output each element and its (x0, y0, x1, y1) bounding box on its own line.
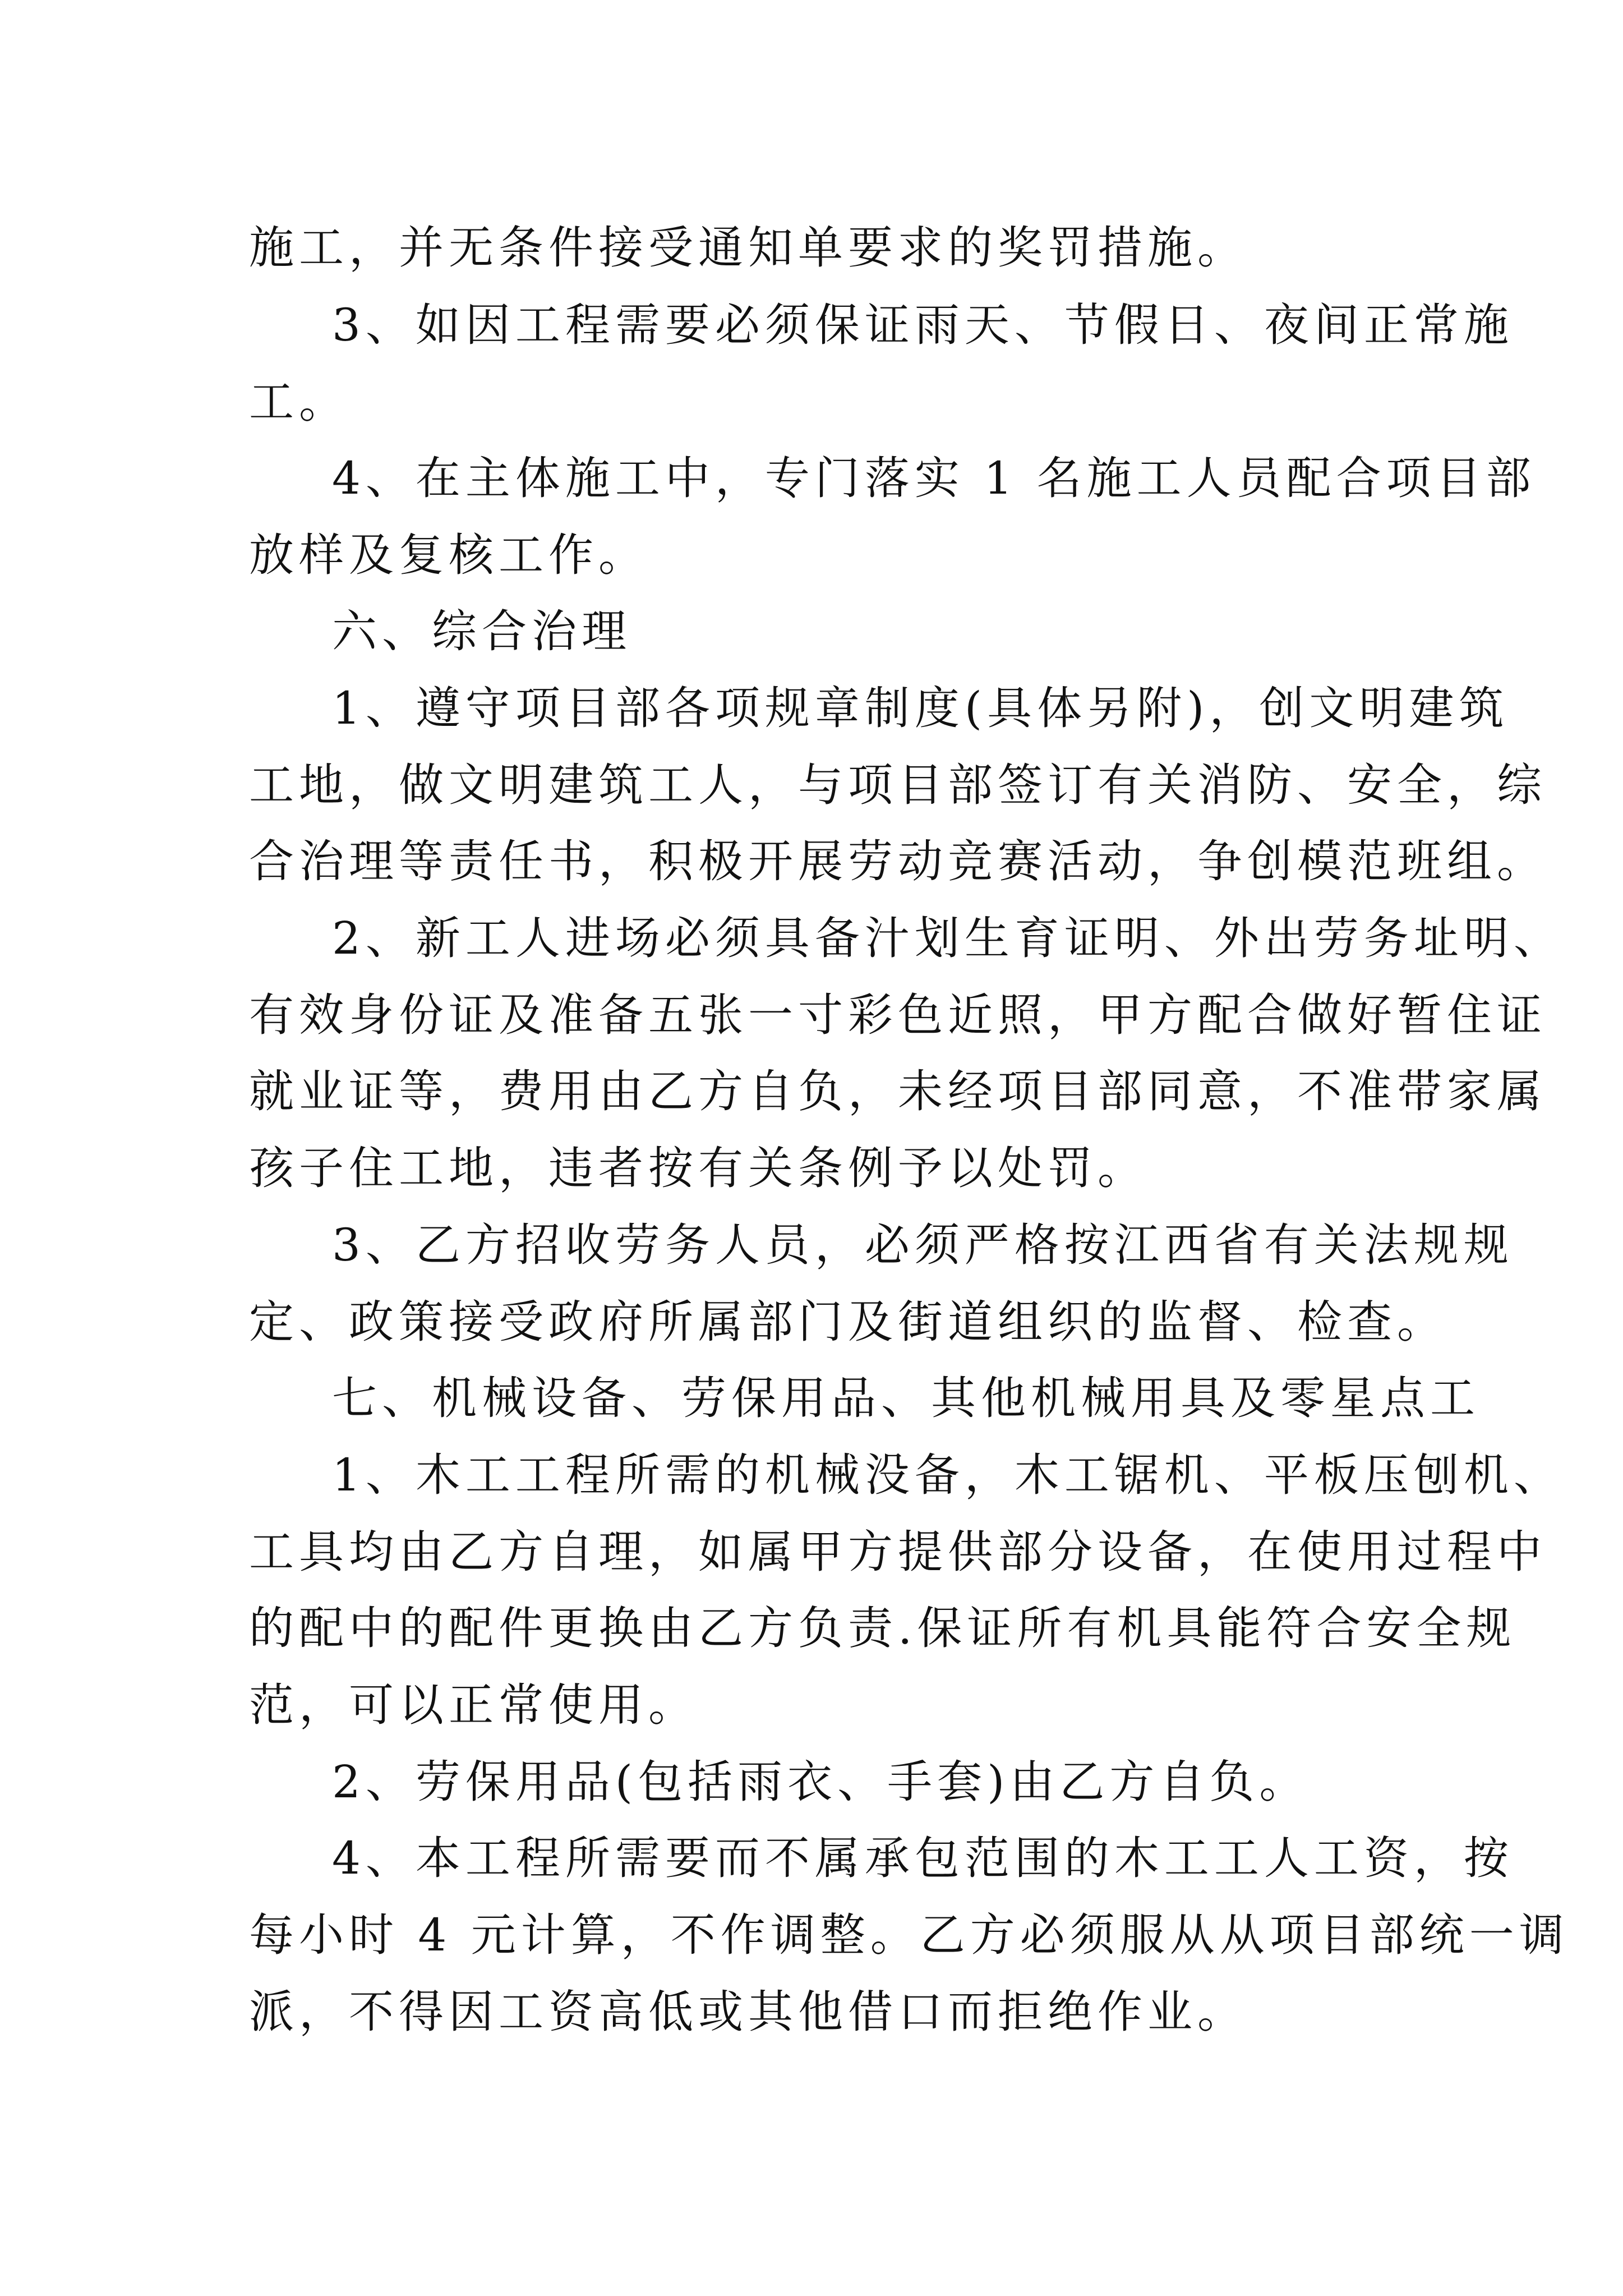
text-line: 工地，做文明建筑工人，与项目部签订有关消防、安全，综 (249, 759, 1547, 811)
text-line: 派，不得因工资高低或其他借口而拒绝作业。 (249, 1986, 1247, 2038)
text-line: 的配中的配件更换由乙方负责.保证所有机具能符合安全规 (249, 1602, 1516, 1654)
text-line: 工。 (249, 376, 349, 428)
text-line: 施工，并无条件接受通知单要求的奖罚措施。 (249, 222, 1247, 274)
text-line: 1、遵守项目部各项规章制度(具体另附)，创文明建筑 (332, 682, 1509, 734)
text-line: 就业证等，费用由乙方自负，未经项目部同意，不准带家属 (249, 1065, 1547, 1117)
text-line: 每小时 4 元计算，不作调整。乙方必须服从从项目部统一调 (249, 1909, 1569, 1961)
text-line: 2、新工人进场必须具备汁划生育证明、外出劳务址明、 (332, 912, 1564, 964)
text-line: 3、如因工程需要必须保证雨天、节假日、夜间正常施 (332, 299, 1514, 351)
text-line: 孩子住工地，违者按有关条例予以处罚。 (249, 1142, 1147, 1194)
text-line: 范，可以正常使用。 (249, 1679, 698, 1731)
text-line: 4、在主体施工中，专门落实 1 名施工人员配合项目部 (332, 452, 1536, 504)
text-line: 3、乙方招收劳务人员，必须严格按江西省有关法规规 (332, 1219, 1514, 1271)
section-heading: 六、综合治理 (332, 605, 631, 657)
text-line: 1、木工工程所需的机械没备，木工锯机、平板压刨机、 (332, 1449, 1564, 1501)
text-line: 工具均由乙方自理，如属甲方提供部分设备，在使用过程中 (249, 1526, 1547, 1578)
text-line: 合治理等责任书，积极开展劳动竞赛活动，争创模范班组。 (249, 835, 1547, 887)
text-line: 4、本工程所需要而不属承包范围的木工工人工资，按 (332, 1832, 1514, 1884)
text-line: 定、政策接受政府所属部门及街道组织的监督、检查。 (249, 1296, 1447, 1348)
text-line: 2、劳保用品(包括雨衣、手套)由乙方自负。 (332, 1756, 1310, 1808)
text-line: 放样及复核工作。 (249, 529, 648, 581)
text-line: 有效身份证及准备五张一寸彩色近照，甲方配合做好暂住证 (249, 989, 1547, 1041)
section-heading: 七、机械设备、劳保用品、其他机械用具及零星点工 (332, 1372, 1480, 1424)
